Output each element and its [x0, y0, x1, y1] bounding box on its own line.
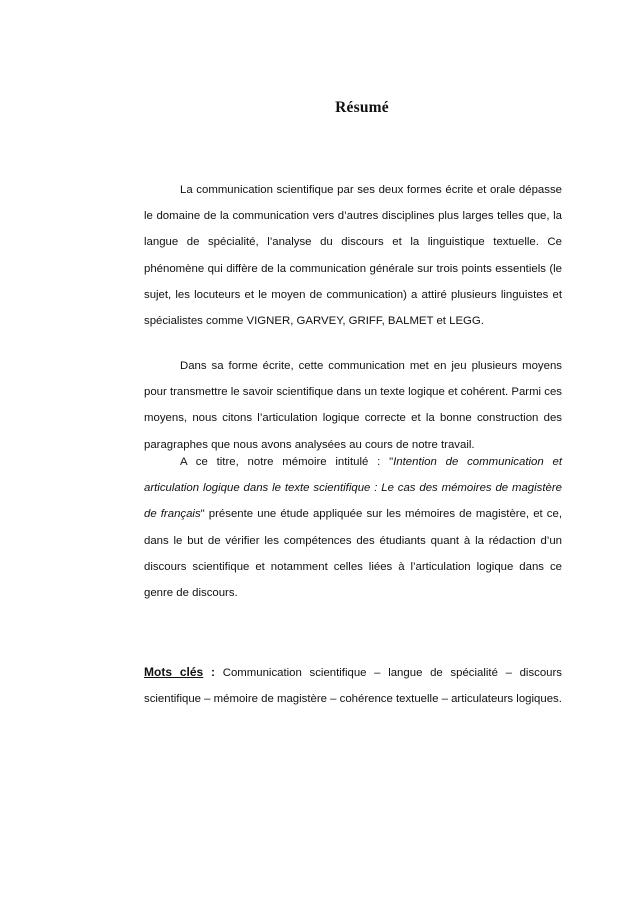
abstract-paragraph-1: La communication scientifique par ses deux formes écrite et orale dépasse le domaine de la communication vers d’autres disciplines plus larges telles que, la langue de spécialité, l’analyse du discours et la linguistique textuelle. Ce phénomène qui diffère de la communication générale sur trois points essentiels (le sujet, les locuteurs et le moyen de communication) a attiré plusieurs linguistes et spécialistes comme VIGNER, GARVEY, GRIFF, BALMET et LEGG. [144, 184, 562, 328]
keywords-paragraph [144, 659, 562, 712]
paragraph-3-lead: A ce titre, notre mémoire intitulé : " [180, 456, 394, 468]
keywords-separator: : [203, 665, 216, 679]
thesis-title: Intention de communication et articulation logique dans le texte scientifique : Le cas des mémoires de magistère de français [144, 456, 563, 521]
paragraph-3-rest: " présente une étude appliquée sur les mémoires de magistère, et ce, dans le but de vérifier les compétences des étudiants quant à la rédaction d’un discours scientifique et notamment celles liées à l’articulation logique dans ce genre de discours. [144, 508, 562, 600]
keywords-label: Mots clés [144, 665, 204, 679]
abstract-paragraph-3 [144, 449, 562, 606]
page-title: Résumé [335, 99, 389, 116]
keywords-text: Communication scientifique – langue de spécialité – discours scientifique – mémoire de magistère – cohérence textuelle – articulateurs logiques. [144, 667, 562, 706]
abstract-paragraph-2: Dans sa forme écrite, cette communication met en jeu plusieurs moyens pour transmettre le savoir scientifique dans un texte logique et cohérent. Parmi ces moyens, nous citons l’articulation logique correcte et la bonne construction des paragraphes que nous avons analysées au cours de notre travail. [144, 360, 562, 451]
